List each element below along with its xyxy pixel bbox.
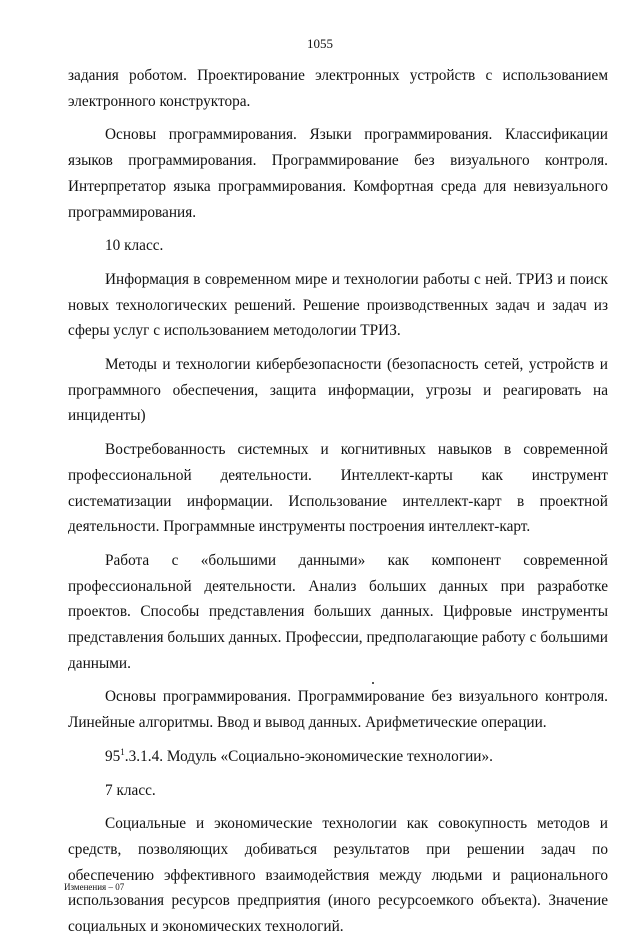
page-body	[68, 63, 608, 940]
page-number: 1055	[307, 36, 333, 51]
paragraph-cybersecurity: Методы и технологии кибербезопасности (безопасность сетей, устройств и программного обеспечения, защита информации, угрозы и реагировать на инциденты)	[68, 356, 608, 425]
paragraph-programming-linear: Основы программирования. Программирование без визуального контроля. Линейные алгоритмы. Ввод и вывод данных. Арифметические операции.	[68, 688, 608, 732]
paragraph-social-economic: Социальные и экономические технологии как совокупность методов и средств, позволяющих добиваться результатов при решении задач по обеспечению эффективного взаимодействия между людьми и рационального использования ресурсов предприятия (иного ресурсоемкого объекта). Значение социальных и экономических технологий.	[68, 815, 608, 936]
paragraph-programming-basics: Основы программирования. Языки программирования. Классификации языков программирования. Программирование без визуального контроля. Интерпретатор языка программирования. Комфортная среда для невизуального программирования.	[68, 126, 608, 221]
page-footer: Изменения – 07	[64, 882, 125, 892]
scan-speck	[372, 682, 374, 684]
paragraph-information-triz: Информация в современном мире и технологии работы с ней. ТРИЗ и поиск новых технологических решений. Решение производственных задач и задач из сферы услуг с использованием методологии ТРИЗ.	[68, 270, 608, 340]
section-number: 95	[105, 747, 121, 765]
section-heading	[68, 744, 608, 770]
grade-heading-10: 10 класс.	[105, 237, 164, 255]
paragraph-continuation: задания роботом. Проектирование электронных устройств с использованием электронного конструктора.	[68, 67, 608, 110]
paragraph-mind-maps: Востребованность системных и когнитивных навыков в современной профессиональной деятельности. Интеллект-карты как инструмент систематизации информации. Использование интеллект-карт в проектной деятельности. Программные инструменты построения интеллект-карт.	[68, 441, 608, 536]
section-title: .3.1.4. Модуль «Социально-экономические технологии».	[124, 747, 493, 765]
section-superscript: 1	[120, 746, 125, 757]
grade-heading-7: 7 класс.	[105, 781, 156, 799]
paragraph-big-data: Работа с «большими данными» как компонент современной профессиональной деятельности. Анализ больших данных при разработке проектов. Способы представления больших данных. Цифровые инструменты представления больших данных. Профессии, предполагающие работу с большими данными.	[68, 551, 608, 672]
